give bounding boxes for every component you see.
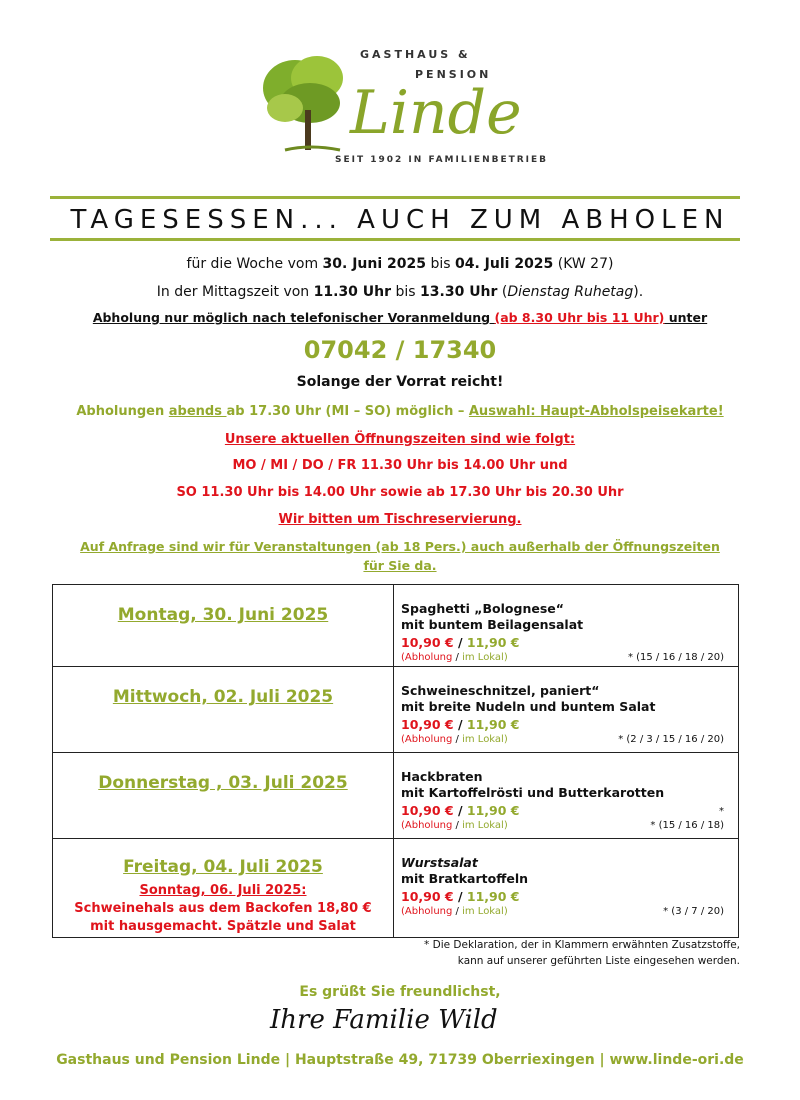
- lunch-from: 11.30 Uhr: [313, 284, 392, 300]
- sunday-special-title: Sonntag, 06. Juli 2025:: [139, 883, 307, 898]
- note-pickup: (Abholung: [401, 734, 453, 745]
- table-row: [53, 585, 738, 667]
- pickup-time: (ab 8.30 Uhr bis 11 Uhr): [494, 310, 665, 325]
- note-pickup: (Abholung: [401, 820, 453, 831]
- signature: Ihre Familie Wild: [270, 1005, 498, 1035]
- note-sep: /: [452, 906, 463, 917]
- day-wednesday: Mittwoch, 02. Juli 2025: [112, 687, 334, 707]
- lunch-prefix: In der Mittagszeit von: [156, 284, 314, 300]
- reservation-note: Wir bitten um Tischreservierung.: [278, 512, 522, 527]
- week-mid: bis: [426, 256, 455, 272]
- price-pickup: 10,90 €: [401, 889, 454, 904]
- logo-name: Linde: [350, 78, 522, 148]
- dish-line-2: mit buntem Beilagensalat: [401, 617, 584, 632]
- evening-b: abends: [168, 404, 227, 419]
- additive-codes: * (15 / 16 / 18): [650, 820, 724, 831]
- note-local: im Lokal): [462, 906, 508, 917]
- additive-star: *: [719, 806, 724, 817]
- lunch-ruhetag: Dienstag Ruhetag: [507, 284, 634, 300]
- evening-d: Auswahl: Haupt-Abholspeisekarte!: [468, 404, 724, 419]
- week-line: [0, 256, 800, 272]
- price-pickup: 10,90 €: [401, 803, 454, 818]
- price-note: [401, 733, 508, 747]
- week-kw: (KW 27): [553, 256, 614, 272]
- note-sep: /: [452, 820, 463, 831]
- table-row: [53, 667, 738, 753]
- logo-pension: PENSION: [415, 68, 492, 81]
- lunch-end: ).: [633, 284, 644, 300]
- price-note: [401, 905, 508, 919]
- sunday-special-line-1: Schweinehals aus dem Backofen 18,80 €: [74, 901, 372, 916]
- pickup-line: [0, 310, 800, 325]
- price-sep: /: [453, 717, 467, 732]
- footnote-line-2: kann auf unserer geführten Liste eingesehen werden.: [457, 955, 740, 967]
- dish-line-1: Schweineschnitzel, paniert“: [401, 683, 600, 698]
- day-monday: Montag, 30. Juni 2025: [117, 605, 329, 625]
- price: [401, 889, 519, 905]
- bottom-divider: [50, 238, 740, 241]
- dish-line-1: Wurstsalat: [401, 855, 478, 870]
- evening-a: Abholungen: [76, 404, 169, 419]
- note-local: im Lokal): [462, 820, 508, 831]
- logo-since: SEIT 1902 IN FAMILIENBETRIEB: [335, 155, 549, 165]
- price-sep: /: [453, 635, 467, 650]
- additive-codes: * (15 / 16 / 18 / 20): [627, 652, 724, 663]
- menu-table: [52, 584, 739, 938]
- additive-codes: * (2 / 3 / 15 / 16 / 20): [618, 734, 724, 745]
- phone-number[interactable]: 07042 / 17340: [303, 336, 497, 364]
- price-local: 11,90 €: [466, 717, 520, 732]
- week-prefix: für die Woche vom: [186, 256, 323, 272]
- evening-c: ab 17.30 Uhr (MI – SO) möglich –: [226, 404, 469, 419]
- price-pickup: 10,90 €: [401, 635, 454, 650]
- table-row: [53, 753, 738, 839]
- footnote-line-1: * Die Deklaration, der in Klammern erwähnten Zusatzstoffe,: [424, 939, 740, 951]
- logo-gasthaus: GASTHAUS &: [360, 48, 471, 61]
- note-local: im Lokal): [462, 734, 508, 745]
- price-local: 11,90 €: [466, 803, 520, 818]
- hours-line-2: SO 11.30 Uhr bis 14.00 Uhr sowie ab 17.30 Uhr bis 20.30 Uhr: [176, 485, 624, 500]
- tree-logo-icon: [255, 48, 365, 158]
- note-pickup: (Abholung: [401, 906, 453, 917]
- dish-line-1: Spaghetti „Bolognese“: [401, 601, 564, 616]
- page-title: TAGESESSEN... AUCH ZUM ABHOLEN: [70, 205, 730, 235]
- events-line-1: Auf Anfrage sind wir für Veranstaltungen (ab 18 Pers.) auch außerhalb der Öffnungszeiten: [80, 539, 720, 554]
- day-thursday: Donnerstag , 03. Juli 2025: [98, 773, 348, 793]
- price-local: 11,90 €: [466, 635, 520, 650]
- price-sep: /: [453, 889, 467, 904]
- pickup-text: Abholung nur möglich nach telefonischer Voranmeldung: [92, 310, 495, 325]
- additive-codes: * (3 / 7 / 20): [663, 906, 724, 917]
- hours-title: Unsere aktuellen Öffnungszeiten sind wie folgt:: [224, 432, 576, 447]
- while-stock: Solange der Vorrat reicht!: [296, 374, 504, 390]
- note-pickup: (Abholung: [401, 652, 453, 663]
- price: [401, 635, 519, 651]
- note-sep: /: [452, 734, 463, 745]
- dish-line-1: Hackbraten: [401, 769, 483, 784]
- price-note: [401, 651, 508, 665]
- top-divider: [50, 196, 740, 199]
- footer-address: Gasthaus und Pension Linde | Hauptstraße 49, 71739 Oberriexingen | www.linde-ori.de: [56, 1052, 744, 1068]
- table-row: [53, 839, 738, 937]
- price-pickup: 10,90 €: [401, 717, 454, 732]
- note-sep: /: [452, 652, 463, 663]
- hours-line-1: MO / MI / DO / FR 11.30 Uhr bis 14.00 Uhr und: [232, 458, 568, 473]
- lunch-rest: (: [497, 284, 508, 300]
- price: [401, 717, 519, 733]
- note-local: im Lokal): [462, 652, 508, 663]
- dish-line-2: mit Bratkartoffeln: [401, 871, 529, 886]
- dish-line-2: mit breite Nudeln und buntem Salat: [401, 699, 656, 714]
- evening-line: [0, 404, 800, 419]
- lunch-to: 13.30 Uhr: [420, 284, 498, 300]
- greeting: Es grüßt Sie freundlichst,: [299, 984, 501, 1000]
- day-friday: Freitag, 04. Juli 2025: [123, 857, 323, 877]
- price-note: [401, 819, 508, 833]
- price-local: 11,90 €: [466, 889, 520, 904]
- events-line-2: für Sie da.: [363, 558, 437, 573]
- price-sep: /: [453, 803, 467, 818]
- week-from: 30. Juni 2025: [322, 256, 427, 272]
- price: [401, 803, 519, 819]
- week-to: 04. Juli 2025: [455, 256, 554, 272]
- lunch-mid: bis: [391, 284, 421, 300]
- lunch-line: [0, 284, 800, 300]
- pickup-end: unter: [664, 310, 708, 325]
- sunday-special-line-2: mit hausgemacht. Spätzle und Salat: [90, 919, 356, 934]
- dish-line-2: mit Kartoffelrösti und Butterkarotten: [401, 785, 665, 800]
